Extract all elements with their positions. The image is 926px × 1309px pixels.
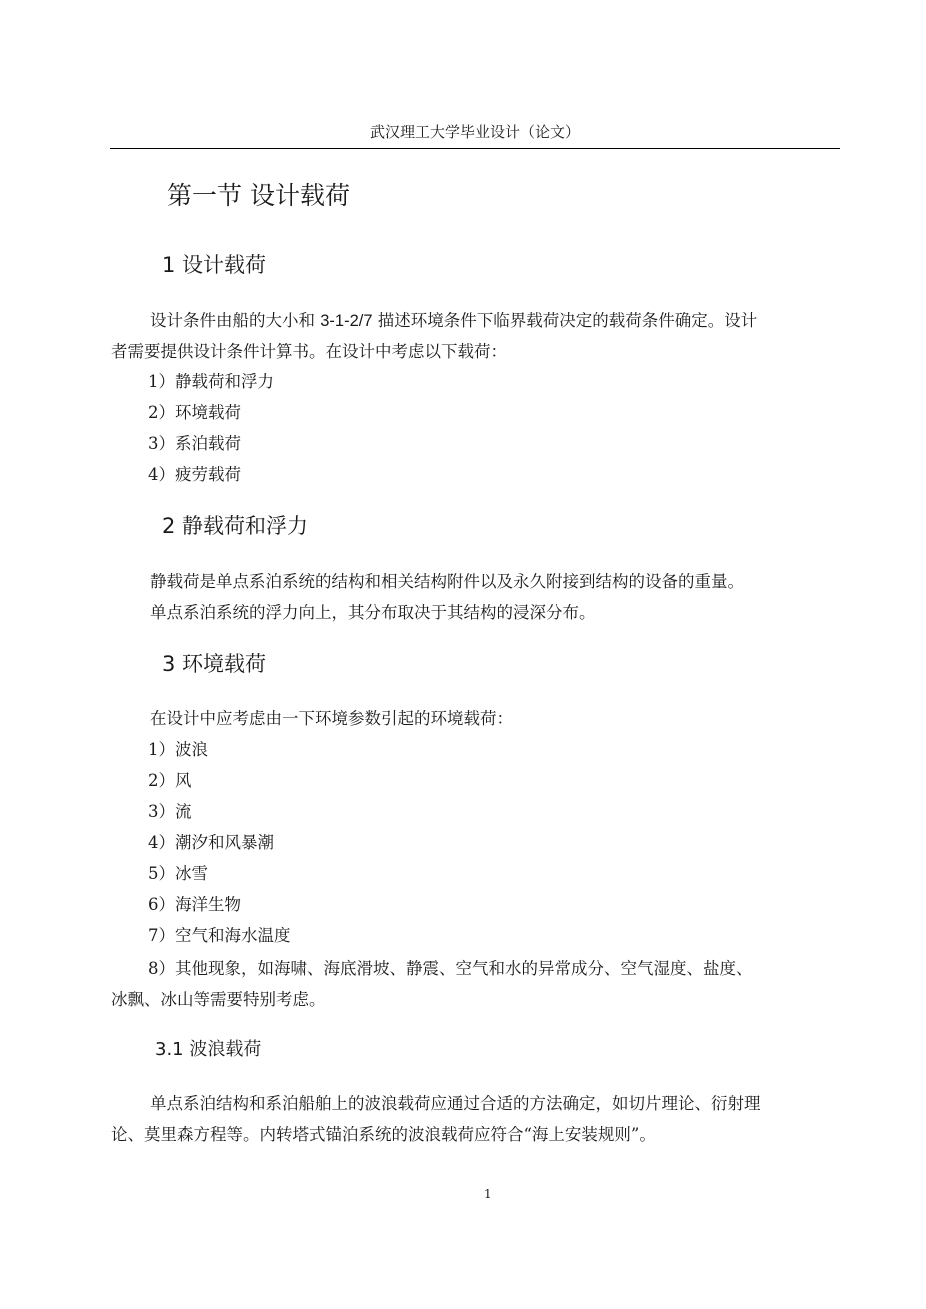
list-item: 6）海洋生物 bbox=[148, 895, 241, 914]
paragraph-design-conditions-line1 bbox=[150, 310, 757, 332]
paragraph-wave-loads-line1: 单点系泊结构和系泊船舶上的波浪载荷应通过合适的方法确定，如切片理论、衍射理 bbox=[150, 1094, 761, 1113]
section-title: 第一节 设计载荷 bbox=[167, 181, 350, 210]
list-item: 5）冰雪 bbox=[148, 864, 208, 883]
running-header: 武汉理工大学毕业设计（论文） bbox=[369, 123, 580, 141]
paragraph-environmental-intro: 在设计中应考虑由一下环境参数引起的环境载荷： bbox=[150, 709, 513, 728]
page-number: 1 bbox=[484, 1187, 492, 1201]
list-item-continuation: 冰飘、冰山等需要特别考虑。 bbox=[111, 990, 326, 1009]
heading-static-loads: 2 静载荷和浮力 bbox=[162, 514, 309, 538]
para-text: 描述环境条件下临界载荷决定的载荷条件确定。设计 bbox=[372, 311, 758, 330]
list-item: 3）流 bbox=[148, 802, 192, 821]
heading-environmental-loads: 3 环境载荷 bbox=[162, 652, 267, 676]
list-item: 4）潮汐和风暴潮 bbox=[148, 833, 274, 852]
heading-design-loads: 1 设计载荷 bbox=[162, 253, 267, 277]
list-item: 3）系泊载荷 bbox=[148, 434, 241, 453]
list-item: 8）其他现象，如海啸、海底滑坡、静震、空气和水的异常成分、空气湿度、盐度、 bbox=[148, 959, 753, 978]
header-rule bbox=[110, 148, 840, 149]
list-item: 1）静载荷和浮力 bbox=[148, 372, 274, 391]
list-item: 7）空气和海水温度 bbox=[148, 926, 291, 945]
heading-wave-loads: 3.1 波浪载荷 bbox=[155, 1039, 262, 1060]
para-text: 设计条件由船的大小和 bbox=[150, 311, 321, 330]
list-item: 4）疲劳载荷 bbox=[148, 465, 241, 484]
paragraph-static-loads-line2: 单点系泊系统的浮力向上，其分布取决于其结构的浸深分布。 bbox=[150, 603, 596, 622]
paragraph-wave-loads-line2: 论、莫里森方程等。内转塔式锚泊系统的波浪载荷应符合“海上安装规则”。 bbox=[111, 1125, 656, 1144]
list-item: 1）波浪 bbox=[148, 740, 208, 759]
paragraph-design-conditions-line2: 者需要提供设计条件计算书。在设计中考虑以下载荷： bbox=[111, 342, 507, 361]
list-item: 2）环境载荷 bbox=[148, 403, 241, 422]
paragraph-static-loads-line1: 静载荷是单点系泊系统的结构和相关结构附件以及永久附接到结构的设备的重量。 bbox=[150, 572, 744, 591]
reference-code: 3-1-2/7 bbox=[320, 312, 373, 330]
list-item: 2）风 bbox=[148, 771, 192, 790]
